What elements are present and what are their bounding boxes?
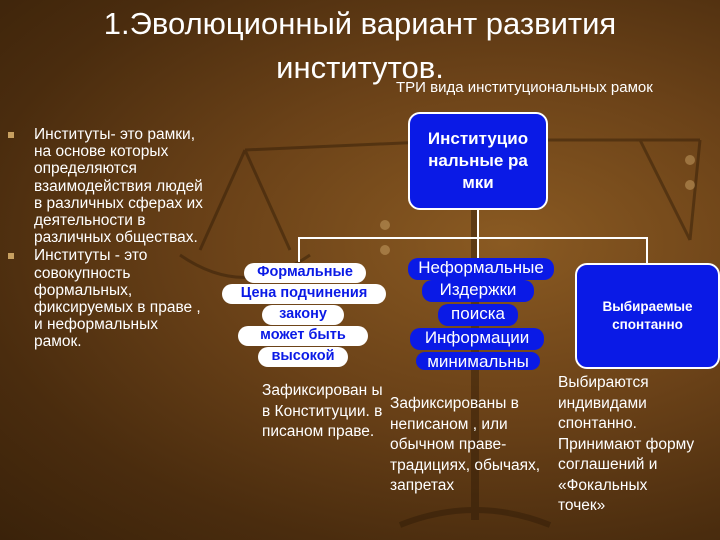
- bullet-text: Институты- это рамки, на основе которых определяются взаимодействия людей в различных сферах их деятельности в различных обществах.: [34, 126, 203, 247]
- informal-line: Издержки: [422, 280, 534, 302]
- square-bullet-icon: [8, 253, 14, 259]
- informal-line: поиска: [438, 304, 518, 326]
- informal-description: Зафиксированы в неписаном , или обычном праве- традициях, обычаях, запретах: [390, 395, 541, 494]
- spontaneous-label: Выбираемые спонтанно: [602, 299, 693, 332]
- page-title: 1.Эволюционный вариант развития институтов.: [103, 6, 617, 85]
- informal-heading: Неформальные: [408, 258, 554, 280]
- bullet-item: [6, 126, 206, 246]
- connector-line: [298, 237, 648, 239]
- spontaneous-box: [575, 263, 720, 369]
- institutional-frames-box: [408, 112, 548, 210]
- informal-line: Информации: [410, 328, 544, 350]
- connector-line: [477, 210, 479, 238]
- institutional-frames-label: Институциональные рамки: [427, 129, 529, 192]
- formal-line: высокой: [258, 347, 348, 367]
- bullet-text: Институты - это совокупность формальных, фиксируемых в праве , и неформальных рамок.: [34, 247, 201, 351]
- connector-line: [646, 237, 648, 264]
- subtitle: ТРИ вида институциональных рамок: [396, 79, 653, 96]
- bullet-list: [6, 126, 206, 351]
- formal-line: Цена подчинения: [222, 284, 386, 304]
- formal-description: Зафиксирован ы в Конституции. в писаном праве.: [262, 382, 383, 440]
- square-bullet-icon: [8, 132, 14, 138]
- bullet-item: [6, 247, 206, 350]
- informal-line: минимальны: [416, 352, 540, 370]
- formal-heading: Формальные: [244, 263, 366, 283]
- spontaneous-description: Выбираются индивидами спонтанно. Принимают форму соглашений и «Фокальных точек»: [558, 374, 695, 514]
- formal-line: закону: [262, 305, 344, 325]
- connector-line: [298, 237, 300, 262]
- formal-line: может быть: [238, 326, 368, 346]
